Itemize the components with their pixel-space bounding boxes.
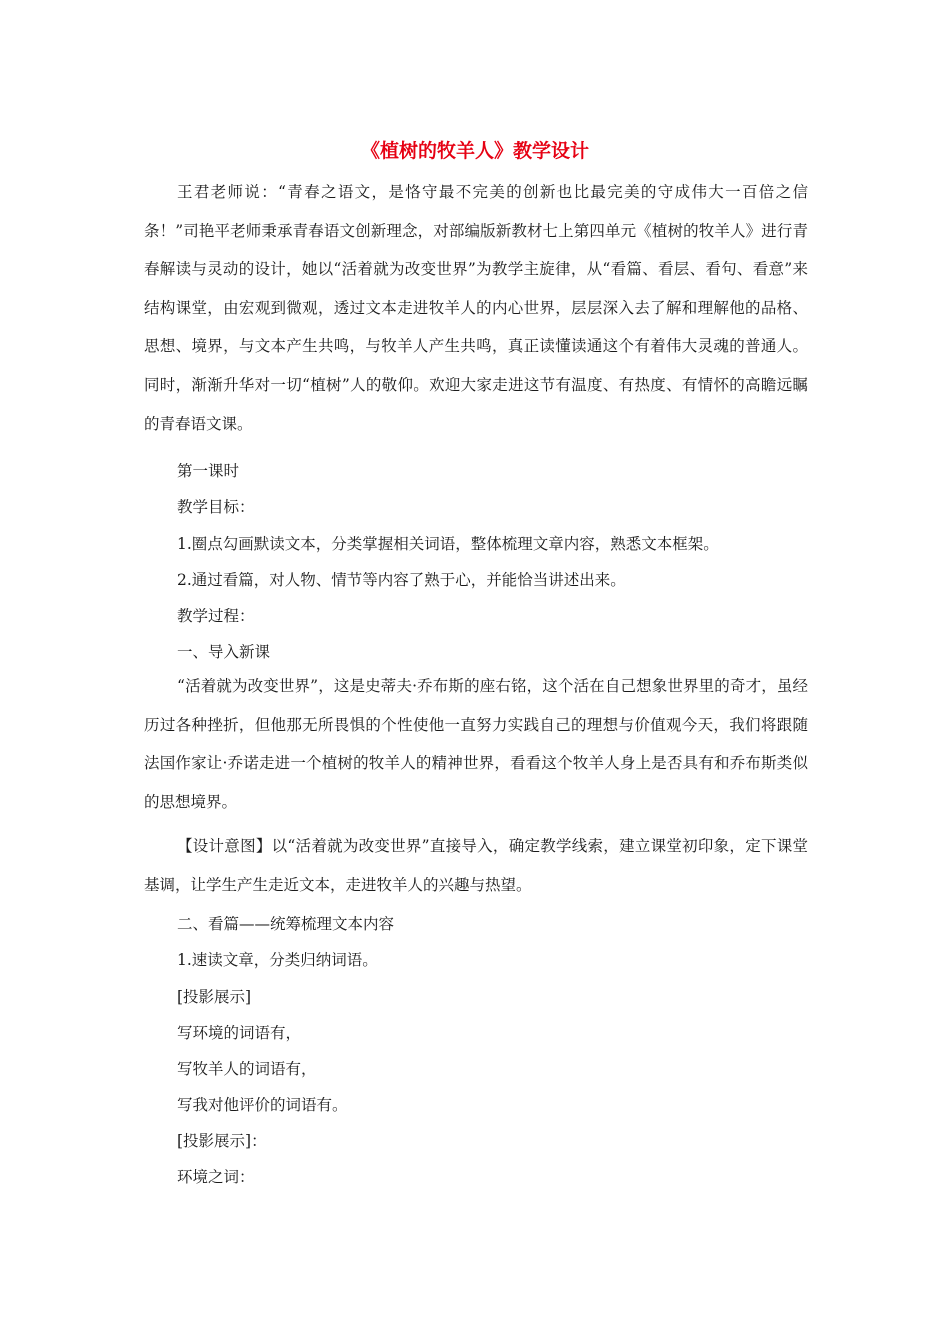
- environment-words-prompt: 写环境的词语有，: [177, 1024, 302, 1042]
- design-intent-paragraph: 【设计意图】以“活着就为改变世界”直接导入，确定教学线索，建立课堂初印象，定下课堂基调，让学生产生走近文本，走进牧羊人的兴趣与热望。: [144, 837, 808, 894]
- step-item-1: 1.速读文章，分类归纳词语。: [177, 951, 378, 969]
- evaluation-words-prompt: 写我对他评价的词语有。: [177, 1096, 348, 1114]
- projection-label-2: [投影展示]：: [177, 1132, 267, 1150]
- goal-item-2: 2.通过看篇，对人物、情节等内容了熟于心，并能恰当讲述出来。: [177, 571, 626, 589]
- goal-item-1: 1.圈点勾画默读文本，分类掌握相关词语，整体梳理文章内容，熟悉文本框架。: [177, 535, 719, 553]
- section-heading-1: 一、导入新课: [177, 643, 271, 661]
- section-heading-2: 二、看篇——统筹梳理文本内容: [177, 915, 395, 933]
- projection-label-1: [投影展示]: [177, 988, 252, 1006]
- document-title: 《植树的牧羊人》教学设计: [360, 140, 589, 162]
- goals-heading: 教学目标：: [177, 498, 255, 516]
- shepherd-words-prompt: 写牧羊人的词语有，: [177, 1060, 317, 1078]
- intro-paragraph: 王君老师说：“青春之语文，是恪守最不完美的创新也比最完美的守成伟大一百倍之信条！”司艳平老师秉承青春语文创新理念，对部编版新教材七上第四单元《植树的牧羊人》进行青春解读与灵动的设计，她以“活着就为改变世界”为教学主旋律，从“看篇、看层、看句、看意”来结构课堂，由宏观到微观，透过文本走进牧羊人的内心世界，层层深入去了解和理解他的品格、思想、境界，与文本产生共鸣，与牧羊人产生共鸣，真正读懂读通这个有着伟大灵魂的普通人。同时，渐渐升华对一切“植树”人的敬仰。欢迎大家走进这节有温度、有热度、有情怀的高瞻远瞩的青春语文课。: [144, 183, 808, 433]
- lesson-label: 第一课时: [177, 462, 240, 480]
- process-heading: 教学过程：: [177, 607, 255, 625]
- section-1-paragraph: “活着就为改变世界”，这是史蒂夫·乔布斯的座右铭，这个活在自己想象世界里的奇才，虽经历过各种挫折，但他那无所畏惧的个性使他一直努力实践自己的理想与价值观今天，我们将跟随法国作家让·乔诺走进一个植树的牧羊人的精神世界，看看这个牧羊人身上是否具有和乔布斯类似的思想境界。: [144, 677, 808, 811]
- environment-words-heading: 环境之词：: [177, 1168, 255, 1186]
